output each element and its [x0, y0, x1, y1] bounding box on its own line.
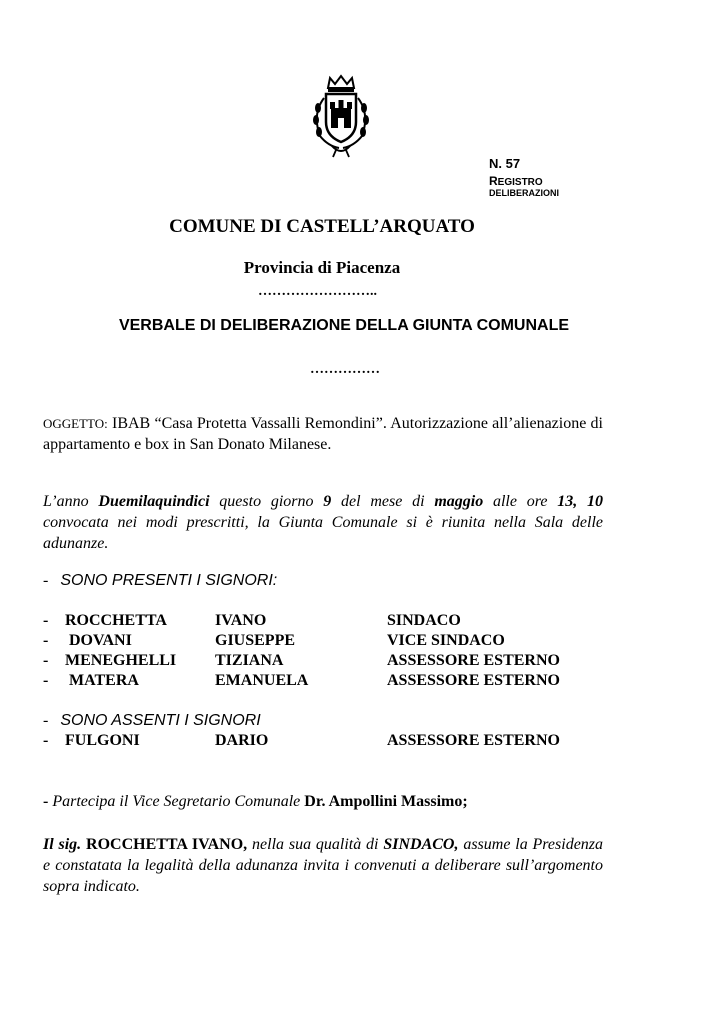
member-row [43, 732, 643, 752]
absent-heading [43, 712, 261, 730]
member-dash: - [43, 732, 49, 749]
meeting-text-3: del mese di [331, 493, 435, 510]
chair-paragraph [43, 834, 603, 897]
member-name: GIUSEPPE [215, 632, 296, 649]
member-dash: - [43, 672, 49, 689]
secretary-name: Dr. Ampollini Massimo; [304, 793, 468, 810]
register-label [489, 174, 543, 188]
chair-text-3: assume la Presidenza e constatata la legalità della adunanza invita i convenuti a deliberare sull’argomento sopra indicato. [43, 836, 604, 895]
meeting-day: 9 [323, 493, 332, 510]
member-name: EMANUELA [215, 672, 309, 689]
secretary-dash: - [43, 793, 49, 810]
register-label-initial: R [489, 174, 498, 188]
member-row [43, 632, 643, 652]
dots-separator-2: …………… [310, 362, 380, 377]
member-name: TIZIANA [215, 652, 284, 669]
member-row [43, 612, 643, 632]
member-surname: MENEGHELLI [65, 652, 177, 669]
member-surname: DOVANI [65, 632, 132, 649]
chair-text-2: nella sua qualità di [247, 836, 384, 853]
chair-role: SINDACO, [383, 836, 459, 853]
dots-separator: …………………….. [258, 284, 377, 299]
member-row [43, 652, 643, 672]
meeting-text-4: alle ore [483, 493, 558, 510]
coat-of-arms-icon [306, 74, 376, 158]
meeting-text-2: questo giorno [209, 493, 324, 510]
meeting-paragraph [43, 491, 603, 554]
register-label-rest: EGISTRO [497, 177, 543, 188]
present-heading [43, 572, 277, 590]
member-dash: - [43, 632, 49, 649]
present-heading-dash: - [43, 572, 49, 589]
meeting-text-1: L’anno [43, 493, 99, 510]
member-dash: - [43, 612, 49, 629]
meeting-year: Duemilaquindici [98, 493, 210, 510]
meeting-time: 13, 10 [557, 493, 604, 510]
meeting-month: maggio [434, 493, 484, 510]
member-role: ASSESSORE ESTERNO [387, 732, 560, 749]
secretary-text: Partecipa il Vice Segretario Comunale [48, 793, 305, 810]
subject-paragraph [43, 413, 603, 455]
chair-text-1: Il sig. [43, 836, 82, 853]
member-role: ASSESSORE ESTERNO [387, 672, 560, 689]
document-title: VERBALE DI DELIBERAZIONE DELLA GIUNTA COMUNALE [118, 317, 570, 334]
subject-text: IBAB “Casa Protetta Vassalli Remondini”. Autorizzazione all’alienazione di appartamento e box in San Donato Milanese. [43, 415, 603, 453]
member-role: SINDACO [387, 612, 461, 629]
absent-heading-text: SONO ASSENTI I SIGNORI [60, 712, 261, 729]
present-heading-text: SONO PRESENTI I SIGNORI: [60, 572, 278, 589]
province-title: Provincia di Piacenza [243, 258, 401, 277]
register-number: N. 57 [489, 156, 521, 171]
member-role: VICE SINDACO [387, 632, 505, 649]
member-surname: MATERA [65, 672, 139, 689]
meeting-text-5: convocata nei modi prescritti, la Giunta Comunale si è riunita nella Sala delle adunanze. [43, 514, 603, 552]
member-name: IVANO [215, 612, 267, 629]
subject-label: OGGETTO: [43, 416, 108, 431]
member-name: DARIO [215, 732, 269, 749]
secretary-line [43, 793, 468, 811]
municipality-title: COMUNE DI CASTELL’ARQUATO [169, 216, 475, 237]
register-label-line2: DELIBERAZIONI [489, 188, 560, 198]
member-dash: - [43, 652, 49, 669]
member-surname: ROCCHETTA [65, 612, 167, 629]
member-surname: FULGONI [65, 732, 140, 749]
member-role: ASSESSORE ESTERNO [387, 652, 560, 669]
member-row [43, 672, 643, 692]
absent-heading-dash: - [43, 712, 49, 729]
chair-name: ROCCHETTA IVANO, [81, 836, 248, 853]
